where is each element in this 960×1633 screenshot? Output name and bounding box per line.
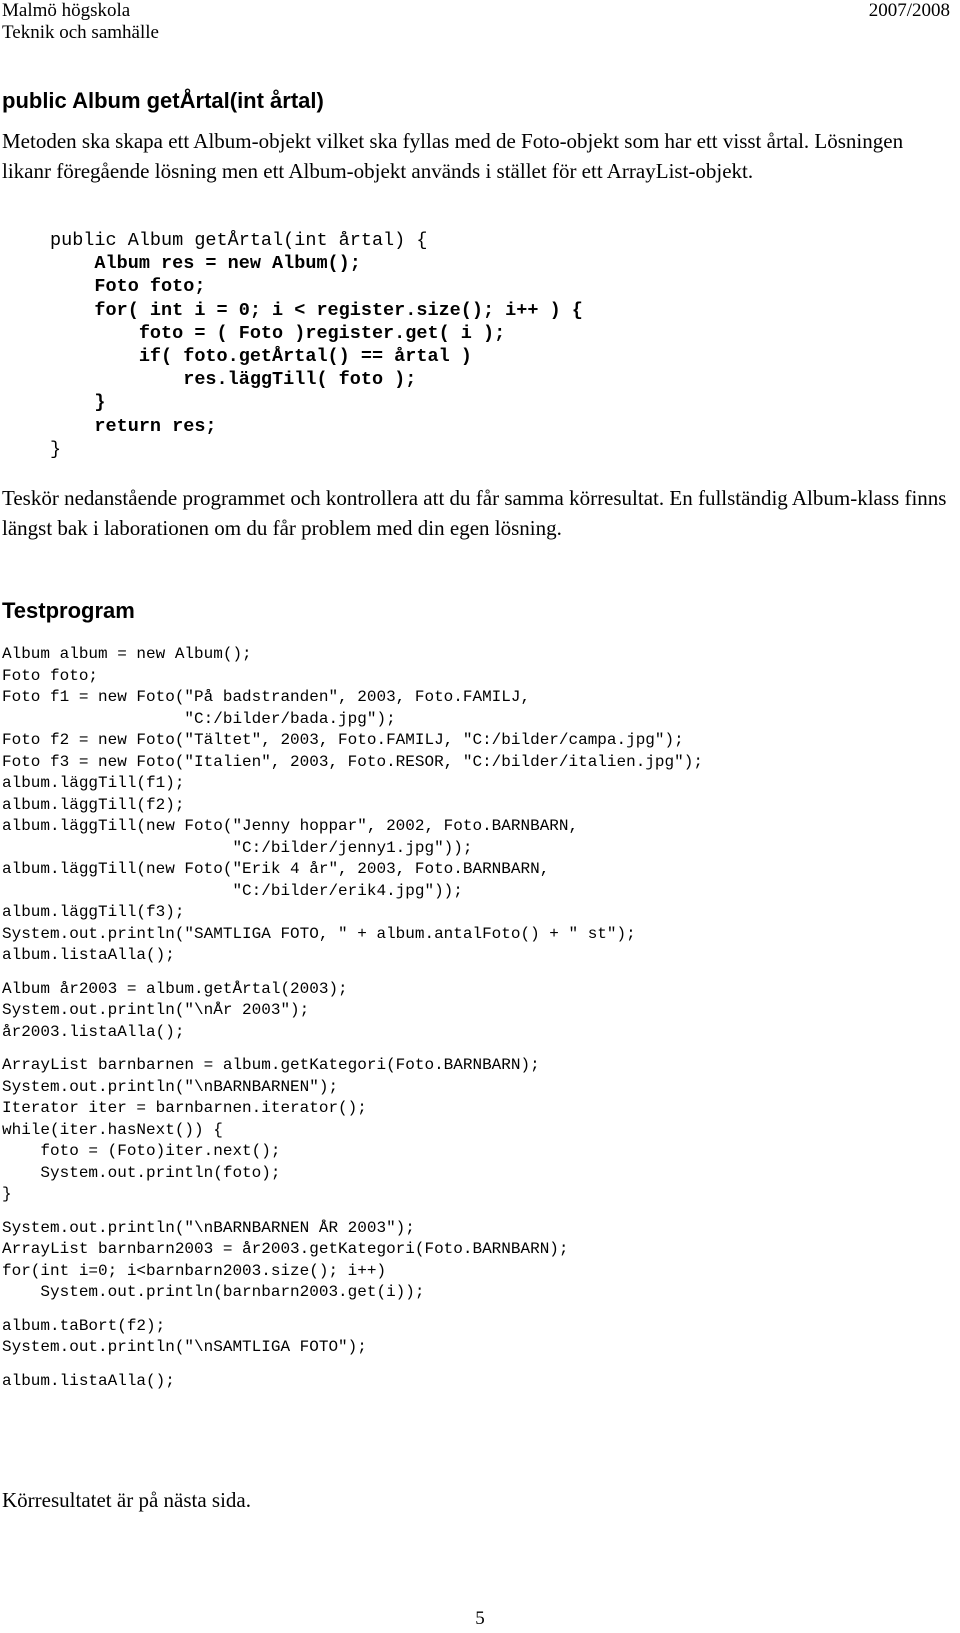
code-line: år2003.listaAlla(); [2,1022,185,1041]
code-line: System.out.println("\nBARNBARNEN ÅR 2003"); [2,1218,415,1237]
code-line: System.out.println(foto); [2,1163,281,1182]
instruction-paragraph: Teskör nedanstående programmet och kontrollera att du får samma körresultat. En fullständig Album-klass finns längst bak i laborationen om du får problem med din egen lösning. [2,486,947,540]
code-line: if( foto.getÅrtal() == årtal ) [50,345,472,367]
code-line: Album res = new Album(); [50,253,361,275]
code-line: } [50,392,106,414]
code-line: for( int i = 0; i < register.size(); i++ ) { [50,299,583,321]
code-line: "C:/bilder/erik4.jpg")); [2,881,463,900]
code-spacer [2,1043,703,1055]
method-heading: public Album getÅrtal(int årtal) [2,88,324,113]
code-line: album.listaAlla(); [2,946,175,964]
code-line: "C:/bilder/jenny1.jpg")); [2,838,473,857]
testprogram-code-block [2,644,703,1392]
method-code-block [50,229,583,461]
code-line: Album album = new Album(); [2,645,252,663]
code-line: Foto foto; [2,666,99,685]
code-line: } [2,1185,12,1203]
code-spacer [2,967,703,979]
code-line: Foto f1 = new Foto("På badstranden", 2003, Foto.FAMILJ, [2,688,531,706]
code-line: for(int i=0; i<barnbarn2003.size(); i++) [2,1261,387,1280]
code-line: album.läggTill(f3); [2,903,185,921]
code-line: Album år2003 = album.getÅrtal(2003); [2,979,348,998]
code-line: System.out.println("\nBARNBARNEN"); [2,1077,339,1096]
code-line: ArrayList barnbarnen = album.getKategori(Foto.BARNBARN); [2,1056,540,1074]
code-line: album.läggTill(f1); [2,774,185,792]
code-line: System.out.println("SAMTLIGA FOTO, " + album.antalFoto() + " st"); [2,924,636,943]
code-line: while(iter.hasNext()) { [2,1120,223,1139]
header-institution: Malmö högskola [2,0,131,21]
footer-note: Körresultatet är på nästa sida. [2,1488,251,1512]
code-line: ArrayList barnbarn2003 = år2003.getKategori(Foto.BARNBARN); [2,1240,569,1258]
code-line: System.out.println("\nSAMTLIGA FOTO"); [2,1338,367,1356]
code-line: return res; [50,415,217,437]
page-header-left [2,0,159,44]
page-number: 5 [475,1608,485,1629]
code-line: foto = (Foto)iter.next(); [2,1142,281,1160]
code-line: Foto f2 = new Foto("Tältet", 2003, Foto.FAMILJ, "C:/bilder/campa.jpg"); [2,731,684,749]
code-line: album.listaAlla(); [2,1371,175,1390]
method-description: Metoden ska skapa ett Album-objekt vilket ska fyllas med de Foto-objekt som har ett visst årtal. Lösningen likanr föregående lösning men ett Album-objekt används i stället för ett ArrayList-objekt. [2,129,904,183]
code-line: public Album getÅrtal(int årtal) { [50,230,428,251]
code-spacer [2,1304,703,1316]
testprogram-heading: Testprogram [2,598,135,623]
code-line: album.taBort(f2); [2,1316,166,1335]
code-line: } [50,438,62,460]
page-header-right [869,0,950,22]
code-line: res.läggTill( foto ); [50,369,417,391]
code-line: foto = ( Foto )register.get( i ); [50,322,506,344]
code-line: Foto f3 = new Foto("Italien", 2003, Foto.RESOR, "C:/bilder/italien.jpg"); [2,752,703,771]
code-line: Foto foto; [50,276,206,298]
code-line: System.out.println("\nÅr 2003"); [2,1001,310,1019]
code-line: album.läggTill(new Foto("Jenny hoppar", 2002, Foto.BARNBARN, [2,817,579,835]
code-line: album.läggTill(f2); [2,795,185,814]
header-year: 2007/2008 [868,0,950,21]
code-line: album.läggTill(new Foto("Erik 4 år", 2003, Foto.BARNBARN, [2,860,550,878]
code-spacer [2,1359,703,1371]
code-spacer [2,1206,703,1218]
code-line: Iterator iter = barnbarnen.iterator(); [2,1099,367,1117]
code-line: System.out.println(barnbarn2003.get(i)); [2,1283,425,1301]
code-line: "C:/bilder/bada.jpg"); [2,709,396,728]
header-department: Teknik och samhälle [2,22,159,43]
